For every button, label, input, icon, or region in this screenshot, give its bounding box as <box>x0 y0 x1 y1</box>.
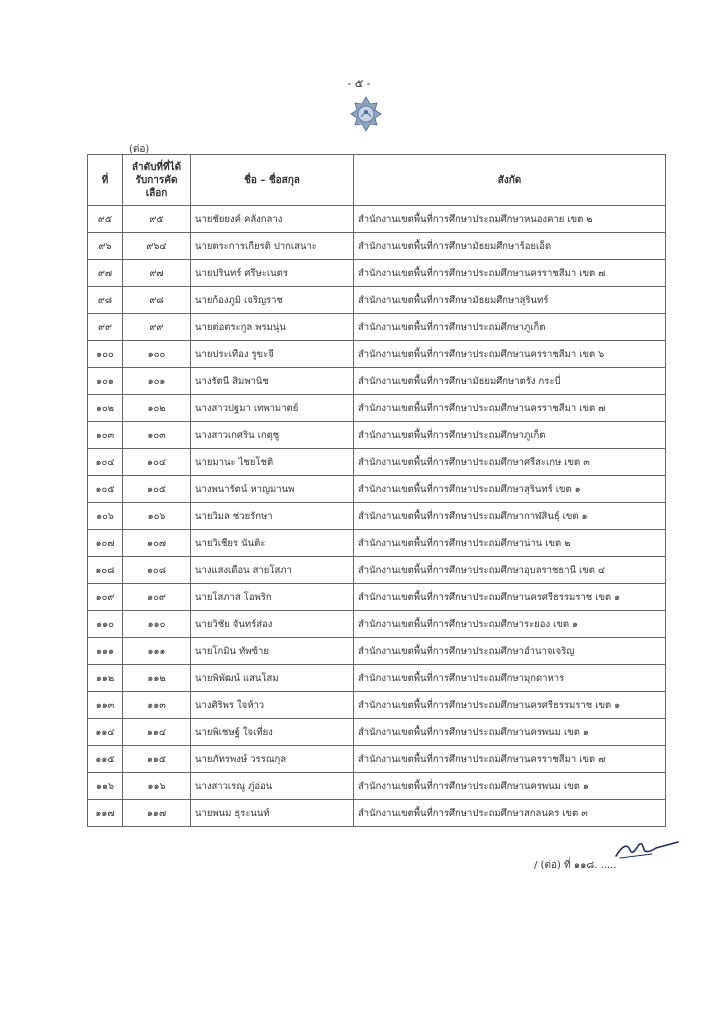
cell-affiliation: สำนักงานเขตพื้นที่การศึกษาประถมศึกษาอำนาจเจริญ <box>354 638 666 665</box>
table-row <box>88 287 666 314</box>
cell-rank: ๑๑๒ <box>123 665 191 692</box>
cell-rank: ๑๑๑ <box>123 638 191 665</box>
cell-affiliation: สำนักงานเขตพื้นที่การศึกษาประถมศึกษาสกลนคร เขต ๓ <box>354 800 666 827</box>
cell-no: ๑๐๕ <box>88 476 123 503</box>
cell-rank: ๙๗ <box>123 260 191 287</box>
cell-rank: ๑๐๔ <box>123 449 191 476</box>
cell-name: นายโกมิน ทัพซ้าย <box>191 638 354 665</box>
cell-name: นางพนารัตน์ หาญมานพ <box>191 476 354 503</box>
cell-no: ๑๐๔ <box>88 449 123 476</box>
table-row <box>88 476 666 503</box>
cell-affiliation: สำนักงานเขตพื้นที่การศึกษามัธยมศึกษาร้อยเอ็ด <box>354 233 666 260</box>
signature-icon <box>612 836 680 862</box>
cell-affiliation: สำนักงานเขตพื้นที่การศึกษาประถมศึกษาภูเก็ต <box>354 314 666 341</box>
cell-affiliation: สำนักงานเขตพื้นที่การศึกษาประถมศึกษานครราชสีมา เขต ๖ <box>354 341 666 368</box>
cell-affiliation: สำนักงานเขตพื้นที่การศึกษาประถมศึกษาหนองคาย เขต ๒ <box>354 206 666 233</box>
table-row <box>88 233 666 260</box>
table-header-row <box>88 155 666 206</box>
table-row <box>88 584 666 611</box>
cell-rank: ๑๑๖ <box>123 773 191 800</box>
cell-name: นายพิพัฒน์ แสนโสม <box>191 665 354 692</box>
table-row <box>88 665 666 692</box>
cell-no: ๑๑๕ <box>88 746 123 773</box>
cell-no: ๙๕ <box>88 206 123 233</box>
cell-name: นางรัตนี สิมพานิช <box>191 368 354 395</box>
table-row <box>88 611 666 638</box>
cell-affiliation: สำนักงานเขตพื้นที่การศึกษาประถมศึกษานครศรีธรรมราช เขต ๑ <box>354 692 666 719</box>
cell-rank: ๑๐๓ <box>123 422 191 449</box>
table-row <box>88 638 666 665</box>
selected-persons-table <box>87 154 666 827</box>
cell-name: นายวิมล ช่วยรักษา <box>191 503 354 530</box>
cell-affiliation: สำนักงานเขตพื้นที่การศึกษาประถมศึกษานครศรีธรรมราช เขต ๑ <box>354 584 666 611</box>
cell-rank: ๑๐๖ <box>123 503 191 530</box>
table-row <box>88 206 666 233</box>
table-row <box>88 557 666 584</box>
cell-no: ๑๑๓ <box>88 692 123 719</box>
cell-name: นายโสภาส โอพริก <box>191 584 354 611</box>
table-row <box>88 746 666 773</box>
cell-affiliation: สำนักงานเขตพื้นที่การศึกษาประถมศึกษามุกดาหาร <box>354 665 666 692</box>
cell-no: ๑๐๘ <box>88 557 123 584</box>
cell-name: นายพิเชษฐ์ ใจเที่ยง <box>191 719 354 746</box>
cell-rank: ๑๑๗ <box>123 800 191 827</box>
header-affiliation: สังกัด <box>354 155 666 206</box>
cell-rank: ๑๐๑ <box>123 368 191 395</box>
cell-name: นายต่อตระกูล พรมนุ่น <box>191 314 354 341</box>
cell-name: นายตระการเกียรติ ปากเสนาะ <box>191 233 354 260</box>
cell-name: นางศิริพร ใจห้าว <box>191 692 354 719</box>
cell-no: ๑๑๐ <box>88 611 123 638</box>
header-no: ที่ <box>88 155 123 206</box>
header-rank: ลำดับที่ที่ได้รับการคัดเลือก <box>123 155 191 206</box>
table-row <box>88 773 666 800</box>
cell-rank: ๙๕ <box>123 206 191 233</box>
cell-no: ๑๐๗ <box>88 530 123 557</box>
cell-no: ๑๐๖ <box>88 503 123 530</box>
ministry-emblem-icon <box>349 96 383 132</box>
table-row <box>88 503 666 530</box>
cell-no: ๙๙ <box>88 314 123 341</box>
cell-no: ๑๑๖ <box>88 773 123 800</box>
cell-name: นายพนม ธุระนนท์ <box>191 800 354 827</box>
cell-no: ๑๑๑ <box>88 638 123 665</box>
cell-no: ๑๐๐ <box>88 341 123 368</box>
cell-name: นายประเทือง รูขะจี <box>191 341 354 368</box>
cell-name: นางสาวปฐมา เทพามาตย์ <box>191 395 354 422</box>
cell-name: นายวิเชียร นันติะ <box>191 530 354 557</box>
cell-rank: ๑๐๐ <box>123 341 191 368</box>
cell-no: ๑๐๓ <box>88 422 123 449</box>
cell-rank: ๑๑๐ <box>123 611 191 638</box>
table-row <box>88 314 666 341</box>
cell-affiliation: สำนักงานเขตพื้นที่การศึกษาประถมศึกษานครราชสีมา เขต ๗ <box>354 746 666 773</box>
continued-note: / (ต่อ) ที่ ๑๑๘. ..... <box>534 860 617 871</box>
cell-affiliation: สำนักงานเขตพื้นที่การศึกษาประถมศึกษาสุรินทร์ เขต ๑ <box>354 476 666 503</box>
table-row <box>88 800 666 827</box>
cell-no: ๑๐๑ <box>88 368 123 395</box>
cell-name: นายปรินทร์ ศรีษะเนตร <box>191 260 354 287</box>
cell-no: ๑๑๔ <box>88 719 123 746</box>
cell-name: นายวิชัย จันทร์ส่อง <box>191 611 354 638</box>
cell-affiliation: สำนักงานเขตพื้นที่การศึกษาประถมศึกษาอุบลราชธานี เขต ๔ <box>354 557 666 584</box>
table-row <box>88 692 666 719</box>
header-name: ชื่อ – ชื่อสกุล <box>191 155 354 206</box>
cell-name: นายมานะ ไชยโชติ <box>191 449 354 476</box>
table-row <box>88 449 666 476</box>
cell-affiliation: สำนักงานเขตพื้นที่การศึกษาประถมศึกษาภูเก็ต <box>354 422 666 449</box>
table-row <box>88 530 666 557</box>
cell-affiliation: สำนักงานเขตพื้นที่การศึกษามัธยมศึกษาตรัง กระบี่ <box>354 368 666 395</box>
cell-rank: ๑๑๔ <box>123 719 191 746</box>
page-number: - ๕ - <box>347 77 371 90</box>
cell-no: ๙๘ <box>88 287 123 314</box>
cell-rank: ๑๐๗ <box>123 530 191 557</box>
cell-name: นางสาวเกศริน เกตุชู <box>191 422 354 449</box>
continuation-label: (ต่อ) <box>129 144 150 155</box>
table-row <box>88 260 666 287</box>
cell-rank: ๙๘ <box>123 287 191 314</box>
table-body <box>88 206 666 827</box>
cell-rank: ๑๑๓ <box>123 692 191 719</box>
cell-name: นางแสงเดือน สายโสภา <box>191 557 354 584</box>
cell-rank: ๑๐๒ <box>123 395 191 422</box>
table-row <box>88 422 666 449</box>
table-row <box>88 719 666 746</box>
cell-no: ๑๐๒ <box>88 395 123 422</box>
cell-rank: ๑๐๙ <box>123 584 191 611</box>
cell-affiliation: สำนักงานเขตพื้นที่การศึกษาประถมศึกษาระยอง เขต ๑ <box>354 611 666 638</box>
cell-rank: ๙๙ <box>123 314 191 341</box>
cell-affiliation: สำนักงานเขตพื้นที่การศึกษาประถมศึกษากาฬสินธุ์ เขต ๑ <box>354 503 666 530</box>
cell-rank: ๙๖๔ <box>123 233 191 260</box>
cell-affiliation: สำนักงานเขตพื้นที่การศึกษาประถมศึกษานครพนม เขต ๑ <box>354 719 666 746</box>
cell-affiliation: สำนักงานเขตพื้นที่การศึกษาประถมศึกษานครพนม เขต ๑ <box>354 773 666 800</box>
cell-rank: ๑๑๕ <box>123 746 191 773</box>
cell-affiliation: สำนักงานเขตพื้นที่การศึกษาประถมศึกษานครราชสีมา เขต ๗ <box>354 395 666 422</box>
cell-no: ๑๑๒ <box>88 665 123 692</box>
cell-rank: ๑๐๕ <box>123 476 191 503</box>
cell-name: นายภัทรพงษ์ วรรณกุล <box>191 746 354 773</box>
cell-affiliation: สำนักงานเขตพื้นที่การศึกษาประถมศึกษาน่าน เขต ๒ <box>354 530 666 557</box>
table-row <box>88 368 666 395</box>
cell-no: ๙๗ <box>88 260 123 287</box>
cell-rank: ๑๐๘ <box>123 557 191 584</box>
cell-affiliation: สำนักงานเขตพื้นที่การศึกษามัธยมศึกษาสุรินทร์ <box>354 287 666 314</box>
cell-affiliation: สำนักงานเขตพื้นที่การศึกษาประถมศึกษาศรีสะเกษ เขต ๓ <box>354 449 666 476</box>
table-row <box>88 341 666 368</box>
cell-affiliation: สำนักงานเขตพื้นที่การศึกษาประถมศึกษานครราชสีมา เขต ๗ <box>354 260 666 287</box>
cell-no: ๑๐๙ <box>88 584 123 611</box>
cell-name: นายก้องภูมิ เจริญราช <box>191 287 354 314</box>
cell-no: ๙๖ <box>88 233 123 260</box>
cell-name: นายชัยยงค์ คลังกลาง <box>191 206 354 233</box>
cell-no: ๑๑๗ <box>88 800 123 827</box>
cell-name: นางสาวเรณู ภู่อ่อน <box>191 773 354 800</box>
table-row <box>88 395 666 422</box>
